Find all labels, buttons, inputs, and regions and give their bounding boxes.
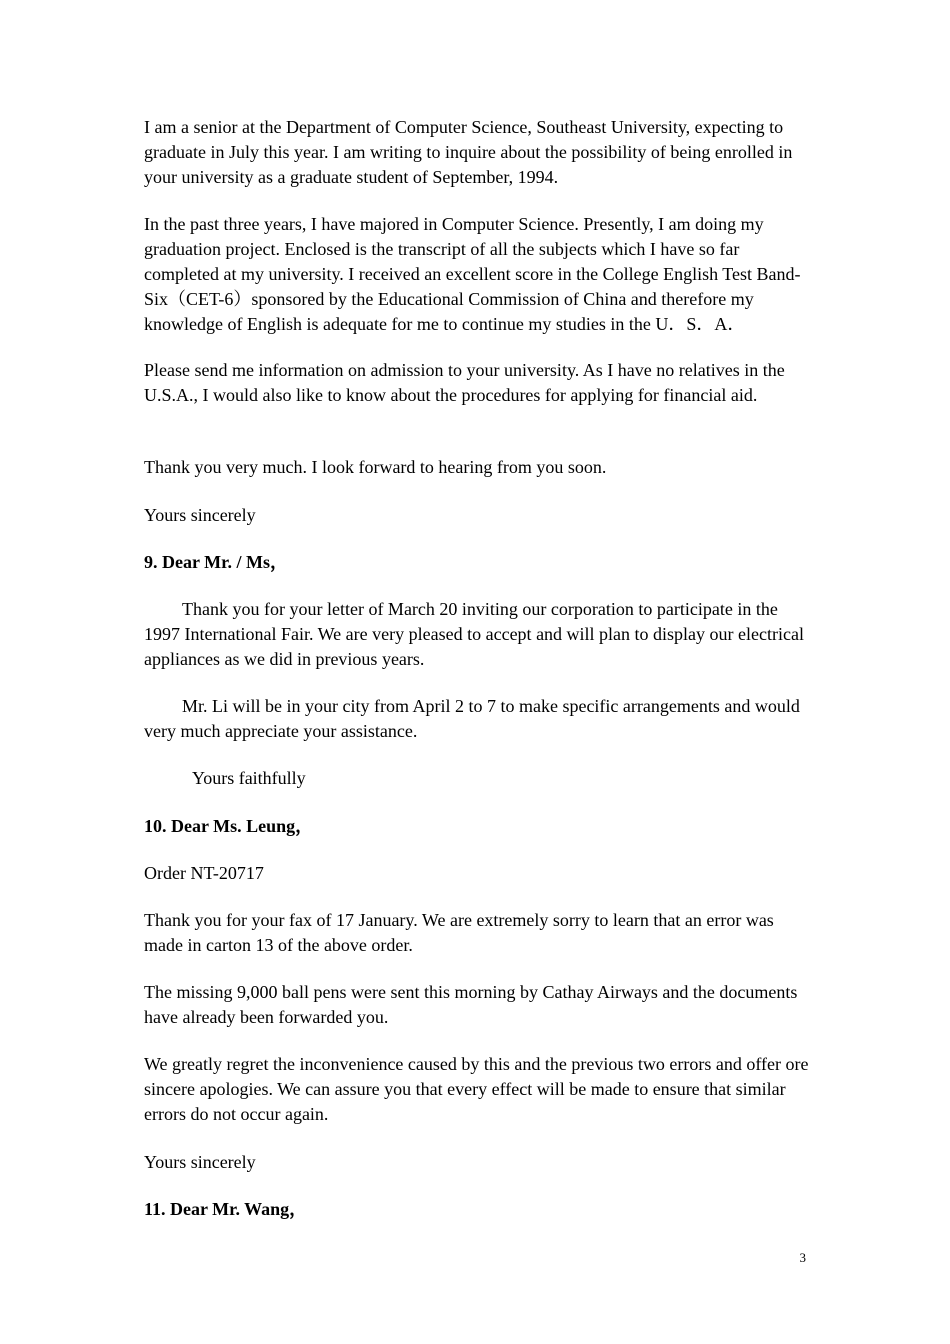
letter10-paragraph-3: We greatly regret the inconvenience caused by this and the previous two errors and offer ore sincere apologies. We can assure you that every effect will be made to ensure that similar errors do not occur again. <box>144 1054 809 1124</box>
letter9-closing: Yours faithfully <box>192 768 306 788</box>
letter10-heading: 10. Dear Ms. Leung， <box>144 816 314 836</box>
letter10-paragraph-1: Thank you for your fax of 17 January. We are extremely sorry to learn that an error was made in carton 13 of the above order. <box>144 910 774 955</box>
letter9-paragraph-2: Mr. Li will be in your city from April 2 to 7 to make specific arrangements and would very much appreciate your assistance. <box>144 696 800 741</box>
letter9-paragraph-1: Thank you for your letter of March 20 inviting our corporation to participate in the 1997 International Fair. We are very pleased to accept and will plan to display our electrical appliances as we did in previous years. <box>144 599 804 669</box>
letter8-paragraph-4: Thank you very much. I look forward to hearing from you soon. <box>144 457 607 477</box>
letter9-heading: 9. Dear Mr. / Ms， <box>144 552 288 572</box>
letter8-paragraph-2: In the past three years, I have majored in Computer Science. Presently, I am doing my graduation project. Enclosed is the transcript of all the subjects which I have so far completed at my university. I received an excellent score in the College English Test Band-Six（CET-6）sponsored by the Educational Commission of China and therefore my knowledge of English is adequate for me to continue my studies in the U．S．A． <box>144 214 801 334</box>
letter10-order-reference: Order NT-20717 <box>144 863 264 883</box>
letter8-closing: Yours sincerely <box>144 505 256 525</box>
letter11-heading: 11. Dear Mr. Wang， <box>144 1199 308 1219</box>
letter8-paragraph-1: I am a senior at the Department of Computer Science, Southeast University, expecting to graduate in July this year. I am writing to inquire about the possibility of being enrolled in your university as a graduate student of September, 1994. <box>144 117 793 187</box>
letter10-paragraph-2: The missing 9,000 ball pens were sent this morning by Cathay Airways and the documents have already been forwarded you. <box>144 982 798 1027</box>
letter10-closing: Yours sincerely <box>144 1152 256 1172</box>
letter8-paragraph-3: Please send me information on admission to your university. As I have no relatives in the U.S.A., I would also like to know about the procedures for applying for financial aid. <box>144 360 785 405</box>
page-number: 3 <box>799 1250 806 1265</box>
